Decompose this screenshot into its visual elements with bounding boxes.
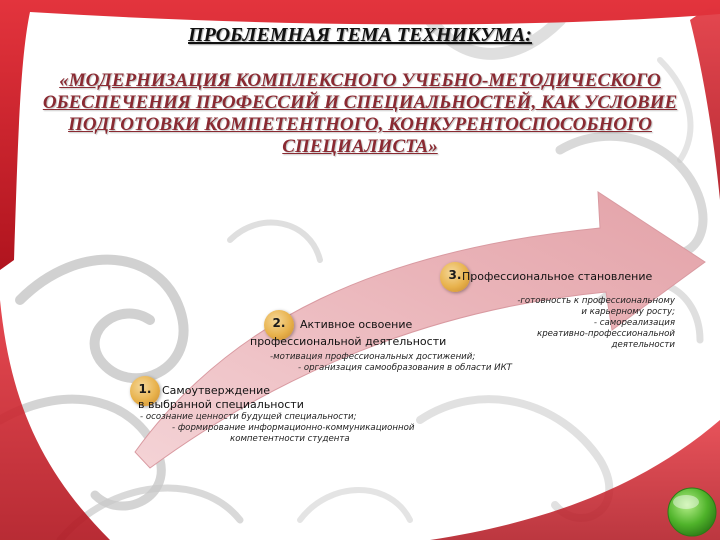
step-3-detail-line: -готовность к профессиональному	[517, 296, 675, 306]
step-1-number: 1.	[138, 382, 152, 396]
step-3-detail-line: креативно-профессиональной	[537, 329, 675, 339]
step-3-details	[470, 296, 675, 351]
step-1-detail-line: - осознание ценности будущей специальности;	[140, 412, 357, 422]
step-1-details	[140, 412, 470, 445]
step-2-detail-line: -мотивация профессиональных достижений;	[270, 352, 476, 362]
step-1-detail-line: компетентности студента	[230, 434, 350, 444]
step-3-heading: Профессиональное становление	[462, 270, 653, 283]
step-3-number: 3.	[448, 268, 462, 282]
step-1-heading-line1: Самоутверждение	[162, 384, 270, 397]
page-title: ПРОБЛЕМНАЯ ТЕМА ТЕХНИКУМА:	[188, 24, 532, 46]
step-3-detail-line: и карьерному росту;	[581, 307, 675, 317]
step-2-heading-line2: профессиональной деятельности	[250, 335, 447, 348]
step-1-detail-line: - формирование информационно-коммуникационной	[172, 423, 415, 433]
green-circle-button-icon[interactable]	[668, 488, 716, 536]
step-2-details	[270, 352, 570, 374]
step-1-heading-line2: в выбранной специальности	[138, 398, 304, 411]
step-2-detail-line: - организация самообразования в области ИКТ	[298, 363, 512, 373]
step-3-detail-line: - самореализация	[593, 318, 675, 328]
step-3-detail-line: деятельности	[611, 340, 675, 350]
step-2-heading-line1: Активное освоение	[300, 318, 413, 331]
step-2-number: 2.	[272, 316, 286, 330]
page-subtitle: «МОДЕРНИЗАЦИЯ КОМПЛЕКСНОГО УЧЕБНО-МЕТОДИЧЕСКОГО ОБЕСПЕЧЕНИЯ ПРОФЕССИЙ И СПЕЦИАЛЬНОСТЕЙ, КАК УСЛОВИЕ ПОДГОТОВКИ КОМПЕТЕНТНОГО, КОНКУРЕНТОСПОСОБНОГО СПЕЦИАЛИСТА»	[42, 70, 678, 157]
